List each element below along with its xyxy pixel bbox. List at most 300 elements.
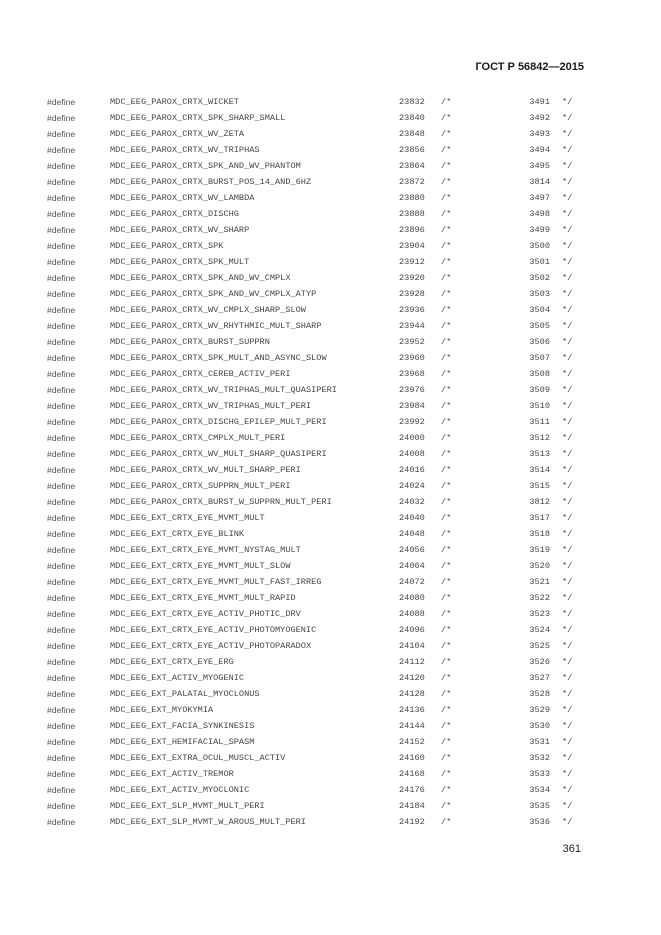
comment-close: */	[562, 417, 573, 427]
define-row	[0, 526, 661, 542]
comment-open: /*	[441, 753, 452, 763]
macro-name: MDC_EEG_EXT_CRTX_EYE_MVMT_NYSTAG_MULT	[110, 545, 301, 555]
macro-name: MDC_EEG_PAROX_CRTX_WV_TRIPHAS_MULT_PERI	[110, 401, 312, 411]
reference-id: 3519	[529, 545, 550, 555]
reference-id: 3526	[529, 657, 550, 667]
comment-close: */	[562, 513, 573, 523]
macro-code: 24016	[399, 465, 425, 475]
macro-code: 24040	[399, 513, 425, 523]
macro-name: MDC_EEG_PAROX_CRTX_WV_LAMBDA	[110, 193, 255, 203]
define-keyword: #define	[47, 449, 76, 459]
reference-id: 3497	[529, 193, 550, 203]
comment-open: /*	[441, 417, 452, 427]
macro-code: 23832	[399, 97, 425, 107]
macro-code: 23992	[399, 417, 425, 427]
define-keyword: #define	[47, 289, 76, 299]
macro-code: 24112	[399, 657, 425, 667]
macro-name: MDC_EEG_EXT_CRTX_EYE_MVMT_MULT_FAST_IRREG	[110, 577, 322, 587]
comment-close: */	[562, 337, 573, 347]
comment-close: */	[562, 497, 573, 507]
reference-id: 3514	[529, 465, 550, 475]
define-row	[0, 110, 661, 126]
macro-code: 23928	[399, 289, 425, 299]
define-row	[0, 254, 661, 270]
comment-open: /*	[441, 449, 452, 459]
reference-id: 3495	[529, 161, 550, 171]
comment-open: /*	[441, 689, 452, 699]
reference-id: 3814	[529, 177, 550, 187]
define-row	[0, 302, 661, 318]
macro-code: 24088	[399, 609, 425, 619]
reference-id: 3509	[529, 385, 550, 395]
define-row	[0, 174, 661, 190]
define-row	[0, 654, 661, 670]
reference-id: 3531	[529, 737, 550, 747]
define-row	[0, 478, 661, 494]
comment-open: /*	[441, 193, 452, 203]
macro-name: MDC_EEG_EXT_CRTX_EYE_ACTIV_PHOTOPARADOX	[110, 641, 312, 651]
comment-open: /*	[441, 657, 452, 667]
comment-close: */	[562, 641, 573, 651]
macro-name: MDC_EEG_EXT_PALATAL_MYOCLONUS	[110, 689, 260, 699]
reference-id: 3525	[529, 641, 550, 651]
comment-open: /*	[441, 561, 452, 571]
comment-close: */	[562, 145, 573, 155]
macro-code: 23960	[399, 353, 425, 363]
reference-id: 3535	[529, 801, 550, 811]
reference-id: 3504	[529, 305, 550, 315]
reference-id: 3502	[529, 273, 550, 283]
define-keyword: #define	[47, 97, 76, 107]
define-keyword: #define	[47, 273, 76, 283]
define-row	[0, 622, 661, 638]
comment-open: /*	[441, 385, 452, 395]
comment-open: /*	[441, 177, 452, 187]
comment-close: */	[562, 113, 573, 123]
macro-code: 23872	[399, 177, 425, 187]
define-row	[0, 222, 661, 238]
define-keyword: #define	[47, 609, 76, 619]
define-keyword: #define	[47, 689, 76, 699]
reference-id: 3529	[529, 705, 550, 715]
define-keyword: #define	[47, 209, 76, 219]
comment-open: /*	[441, 209, 452, 219]
define-keyword: #define	[47, 529, 76, 539]
comment-close: */	[562, 689, 573, 699]
macro-name: MDC_EEG_PAROX_CRTX_BURST_W_SUPPRN_MULT_PERI	[110, 497, 332, 507]
macro-name: MDC_EEG_EXT_ACTIV_TREMOR	[110, 769, 234, 779]
macro-name: MDC_EEG_EXT_HEMIFACIAL_SPASM	[110, 737, 255, 747]
reference-id: 3515	[529, 481, 550, 491]
comment-close: */	[562, 305, 573, 315]
define-keyword: #define	[47, 193, 76, 203]
macro-code: 23968	[399, 369, 425, 379]
define-keyword: #define	[47, 817, 76, 827]
define-keyword: #define	[47, 497, 76, 507]
define-keyword: #define	[47, 433, 76, 443]
macro-code: 24024	[399, 481, 425, 491]
macro-code: 24160	[399, 753, 425, 763]
comment-close: */	[562, 161, 573, 171]
page-number: 361	[562, 843, 581, 855]
define-row	[0, 190, 661, 206]
macro-name: MDC_EEG_PAROX_CRTX_SPK	[110, 241, 224, 251]
reference-id: 3522	[529, 593, 550, 603]
define-row	[0, 542, 661, 558]
macro-code: 24056	[399, 545, 425, 555]
define-keyword: #define	[47, 353, 76, 363]
comment-open: /*	[441, 337, 452, 347]
define-keyword: #define	[47, 145, 76, 155]
macro-code: 24064	[399, 561, 425, 571]
comment-close: */	[562, 721, 573, 731]
comment-open: /*	[441, 481, 452, 491]
define-keyword: #define	[47, 113, 76, 123]
define-keyword: #define	[47, 401, 76, 411]
define-keyword: #define	[47, 129, 76, 139]
macro-code: 23936	[399, 305, 425, 315]
macro-code: 24176	[399, 785, 425, 795]
comment-close: */	[562, 385, 573, 395]
define-keyword: #define	[47, 465, 76, 475]
macro-name: MDC_EEG_PAROX_CRTX_DISCHG	[110, 209, 239, 219]
comment-open: /*	[441, 129, 452, 139]
macro-name: MDC_EEG_EXT_CRTX_EYE_MVMT_MULT_SLOW	[110, 561, 291, 571]
comment-open: /*	[441, 785, 452, 795]
define-list	[0, 94, 661, 830]
comment-open: /*	[441, 737, 452, 747]
comment-close: */	[562, 465, 573, 475]
define-keyword: #define	[47, 657, 76, 667]
define-row	[0, 126, 661, 142]
comment-open: /*	[441, 113, 452, 123]
define-row	[0, 318, 661, 334]
comment-close: */	[562, 369, 573, 379]
comment-close: */	[562, 561, 573, 571]
macro-code: 24080	[399, 593, 425, 603]
comment-open: /*	[441, 625, 452, 635]
macro-name: MDC_EEG_PAROX_CRTX_CMPLX_MULT_PERI	[110, 433, 286, 443]
define-row	[0, 606, 661, 622]
define-row	[0, 702, 661, 718]
macro-name: MDC_EEG_PAROX_CRTX_SPK_MULT	[110, 257, 250, 267]
define-row	[0, 142, 661, 158]
define-keyword: #define	[47, 753, 76, 763]
comment-open: /*	[441, 497, 452, 507]
macro-name: MDC_EEG_PAROX_CRTX_SPK_MULT_AND_ASYNC_SLOW	[110, 353, 327, 363]
define-keyword: #define	[47, 385, 76, 395]
define-keyword: #define	[47, 513, 76, 523]
comment-close: */	[562, 321, 573, 331]
reference-id: 3508	[529, 369, 550, 379]
comment-open: /*	[441, 641, 452, 651]
comment-open: /*	[441, 161, 452, 171]
comment-close: */	[562, 769, 573, 779]
macro-code: 24008	[399, 449, 425, 459]
macro-code: 23888	[399, 209, 425, 219]
define-row	[0, 94, 661, 110]
macro-code: 24072	[399, 577, 425, 587]
comment-close: */	[562, 625, 573, 635]
define-keyword: #define	[47, 225, 76, 235]
macro-name: MDC_EEG_PAROX_CRTX_WV_SHARP	[110, 225, 250, 235]
define-row	[0, 750, 661, 766]
comment-open: /*	[441, 145, 452, 155]
define-keyword: #define	[47, 785, 76, 795]
comment-open: /*	[441, 321, 452, 331]
macro-name: MDC_EEG_EXT_SLP_MVMT_MULT_PERI	[110, 801, 265, 811]
define-row	[0, 798, 661, 814]
macro-name: MDC_EEG_EXT_CRTX_EYE_BLINK	[110, 529, 245, 539]
comment-open: /*	[441, 353, 452, 363]
define-row	[0, 446, 661, 462]
comment-open: /*	[441, 225, 452, 235]
define-row	[0, 558, 661, 574]
reference-id: 3530	[529, 721, 550, 731]
macro-code: 24000	[399, 433, 425, 443]
macro-name: MDC_EEG_PAROX_CRTX_WV_CMPLX_SHARP_SLOW	[110, 305, 306, 315]
define-keyword: #define	[47, 481, 76, 491]
macro-name: MDC_EEG_PAROX_CRTX_BURST_POS_14_AND_6HZ	[110, 177, 312, 187]
comment-close: */	[562, 529, 573, 539]
reference-id: 3494	[529, 145, 550, 155]
reference-id: 3511	[529, 417, 550, 427]
comment-close: */	[562, 753, 573, 763]
define-row	[0, 430, 661, 446]
macro-name: MDC_EEG_PAROX_CRTX_SPK_SHARP_SMALL	[110, 113, 286, 123]
document-header: ГОСТ Р 56842—2015	[475, 61, 584, 73]
comment-open: /*	[441, 817, 452, 827]
define-row	[0, 686, 661, 702]
macro-code: 23880	[399, 193, 425, 203]
macro-code: 23944	[399, 321, 425, 331]
comment-close: */	[562, 801, 573, 811]
define-row	[0, 590, 661, 606]
reference-id: 3518	[529, 529, 550, 539]
define-row	[0, 286, 661, 302]
macro-name: MDC_EEG_EXT_CRTX_EYE_MVMT_MULT	[110, 513, 265, 523]
reference-id: 3503	[529, 289, 550, 299]
define-keyword: #define	[47, 769, 76, 779]
macro-name: MDC_EEG_PAROX_CRTX_WV_RHYTHMIC_MULT_SHARP	[110, 321, 322, 331]
define-keyword: #define	[47, 337, 76, 347]
reference-id: 3523	[529, 609, 550, 619]
reference-id: 3492	[529, 113, 550, 123]
comment-close: */	[562, 177, 573, 187]
define-row	[0, 734, 661, 750]
define-row	[0, 574, 661, 590]
define-keyword: #define	[47, 257, 76, 267]
reference-id: 3528	[529, 689, 550, 699]
reference-id: 3498	[529, 209, 550, 219]
macro-name: MDC_EEG_EXT_FACIA_SYNKINESIS	[110, 721, 255, 731]
macro-code: 23848	[399, 129, 425, 139]
reference-id: 3510	[529, 401, 550, 411]
define-row	[0, 494, 661, 510]
macro-code: 23912	[399, 257, 425, 267]
define-row	[0, 718, 661, 734]
comment-open: /*	[441, 369, 452, 379]
define-row	[0, 670, 661, 686]
reference-id: 3506	[529, 337, 550, 347]
comment-open: /*	[441, 593, 452, 603]
macro-code: 24104	[399, 641, 425, 651]
comment-close: */	[562, 209, 573, 219]
macro-code: 24096	[399, 625, 425, 635]
define-row	[0, 238, 661, 254]
define-keyword: #define	[47, 369, 76, 379]
define-keyword: #define	[47, 593, 76, 603]
reference-id: 3812	[529, 497, 550, 507]
define-keyword: #define	[47, 673, 76, 683]
comment-close: */	[562, 433, 573, 443]
macro-name: MDC_EEG_PAROX_CRTX_WV_TRIPHAS	[110, 145, 260, 155]
comment-close: */	[562, 353, 573, 363]
define-row	[0, 782, 661, 798]
reference-id: 3499	[529, 225, 550, 235]
define-row	[0, 638, 661, 654]
comment-close: */	[562, 257, 573, 267]
macro-name: MDC_EEG_PAROX_CRTX_WICKET	[110, 97, 239, 107]
reference-id: 3493	[529, 129, 550, 139]
macro-name: MDC_EEG_PAROX_CRTX_WV_ZETA	[110, 129, 245, 139]
define-keyword: #define	[47, 545, 76, 555]
define-row	[0, 366, 661, 382]
comment-close: */	[562, 225, 573, 235]
reference-id: 3517	[529, 513, 550, 523]
define-keyword: #define	[47, 561, 76, 571]
comment-open: /*	[441, 465, 452, 475]
macro-code: 24152	[399, 737, 425, 747]
define-keyword: #define	[47, 417, 76, 427]
comment-close: */	[562, 193, 573, 203]
comment-close: */	[562, 577, 573, 587]
macro-name: MDC_EEG_PAROX_CRTX_SPK_AND_WV_PHANTOM	[110, 161, 301, 171]
comment-open: /*	[441, 673, 452, 683]
macro-code: 23856	[399, 145, 425, 155]
reference-id: 3520	[529, 561, 550, 571]
macro-name: MDC_EEG_EXT_EXTRA_OCUL_MUSCL_ACTIV	[110, 753, 286, 763]
comment-open: /*	[441, 769, 452, 779]
reference-id: 3512	[529, 433, 550, 443]
comment-open: /*	[441, 241, 452, 251]
reference-id: 3533	[529, 769, 550, 779]
comment-close: */	[562, 241, 573, 251]
comment-close: */	[562, 593, 573, 603]
reference-id: 3505	[529, 321, 550, 331]
define-keyword: #define	[47, 705, 76, 715]
define-row	[0, 158, 661, 174]
comment-close: */	[562, 481, 573, 491]
define-row	[0, 398, 661, 414]
comment-open: /*	[441, 721, 452, 731]
macro-code: 23904	[399, 241, 425, 251]
define-keyword: #define	[47, 737, 76, 747]
comment-open: /*	[441, 401, 452, 411]
define-row	[0, 414, 661, 430]
macro-name: MDC_EEG_PAROX_CRTX_CEREB_ACTIV_PERI	[110, 369, 291, 379]
comment-close: */	[562, 449, 573, 459]
define-row	[0, 766, 661, 782]
comment-open: /*	[441, 433, 452, 443]
comment-open: /*	[441, 257, 452, 267]
define-row	[0, 382, 661, 398]
comment-close: */	[562, 737, 573, 747]
define-keyword: #define	[47, 321, 76, 331]
reference-id: 3532	[529, 753, 550, 763]
reference-id: 3521	[529, 577, 550, 587]
macro-name: MDC_EEG_PAROX_CRTX_DISCHG_EPILEP_MULT_PERI	[110, 417, 327, 427]
comment-open: /*	[441, 97, 452, 107]
comment-close: */	[562, 401, 573, 411]
macro-code: 23896	[399, 225, 425, 235]
macro-code: 23840	[399, 113, 425, 123]
reference-id: 3534	[529, 785, 550, 795]
comment-close: */	[562, 817, 573, 827]
macro-code: 23952	[399, 337, 425, 347]
macro-code: 23864	[399, 161, 425, 171]
macro-name: MDC_EEG_EXT_ACTIV_MYOGENIC	[110, 673, 245, 683]
define-keyword: #define	[47, 801, 76, 811]
macro-name: MDC_EEG_EXT_MYOKYMIA	[110, 705, 214, 715]
macro-code: 23920	[399, 273, 425, 283]
comment-close: */	[562, 97, 573, 107]
define-keyword: #define	[47, 641, 76, 651]
macro-name: MDC_EEG_EXT_ACTIV_MYOCLONIC	[110, 785, 250, 795]
comment-close: */	[562, 705, 573, 715]
reference-id: 3507	[529, 353, 550, 363]
macro-name: MDC_EEG_PAROX_CRTX_SPK_AND_WV_CMPLX	[110, 273, 291, 283]
comment-close: */	[562, 289, 573, 299]
macro-name: MDC_EEG_EXT_SLP_MVMT_W_AROUS_MULT_PERI	[110, 817, 306, 827]
comment-open: /*	[441, 529, 452, 539]
macro-name: MDC_EEG_PAROX_CRTX_WV_TRIPHAS_MULT_QUASIPERI	[110, 385, 337, 395]
macro-code: 24048	[399, 529, 425, 539]
define-row	[0, 814, 661, 830]
comment-open: /*	[441, 513, 452, 523]
define-keyword: #define	[47, 177, 76, 187]
macro-code: 23984	[399, 401, 425, 411]
macro-name: MDC_EEG_EXT_CRTX_EYE_ERG	[110, 657, 234, 667]
macro-code: 24136	[399, 705, 425, 715]
define-keyword: #define	[47, 625, 76, 635]
macro-name: MDC_EEG_PAROX_CRTX_SPK_AND_WV_CMPLX_ATYP	[110, 289, 317, 299]
define-row	[0, 462, 661, 478]
macro-code: 24144	[399, 721, 425, 731]
macro-name: MDC_EEG_PAROX_CRTX_SUPPRN_MULT_PERI	[110, 481, 291, 491]
macro-name: MDC_EEG_EXT_CRTX_EYE_ACTIV_PHOTOMYOGENIC	[110, 625, 317, 635]
macro-code: 24128	[399, 689, 425, 699]
macro-name: MDC_EEG_EXT_CRTX_EYE_ACTIV_PHOTIC_DRV	[110, 609, 301, 619]
comment-open: /*	[441, 545, 452, 555]
macro-code: 24192	[399, 817, 425, 827]
reference-id: 3500	[529, 241, 550, 251]
define-keyword: #define	[47, 305, 76, 315]
reference-id: 3501	[529, 257, 550, 267]
comment-close: */	[562, 273, 573, 283]
macro-name: MDC_EEG_PAROX_CRTX_WV_MULT_SHARP_PERI	[110, 465, 301, 475]
define-keyword: #define	[47, 577, 76, 587]
comment-close: */	[562, 545, 573, 555]
macro-code: 24120	[399, 673, 425, 683]
define-keyword: #define	[47, 161, 76, 171]
macro-name: MDC_EEG_EXT_CRTX_EYE_MVMT_MULT_RAPID	[110, 593, 296, 603]
comment-open: /*	[441, 801, 452, 811]
comment-close: */	[562, 609, 573, 619]
comment-open: /*	[441, 289, 452, 299]
comment-open: /*	[441, 577, 452, 587]
comment-close: */	[562, 673, 573, 683]
